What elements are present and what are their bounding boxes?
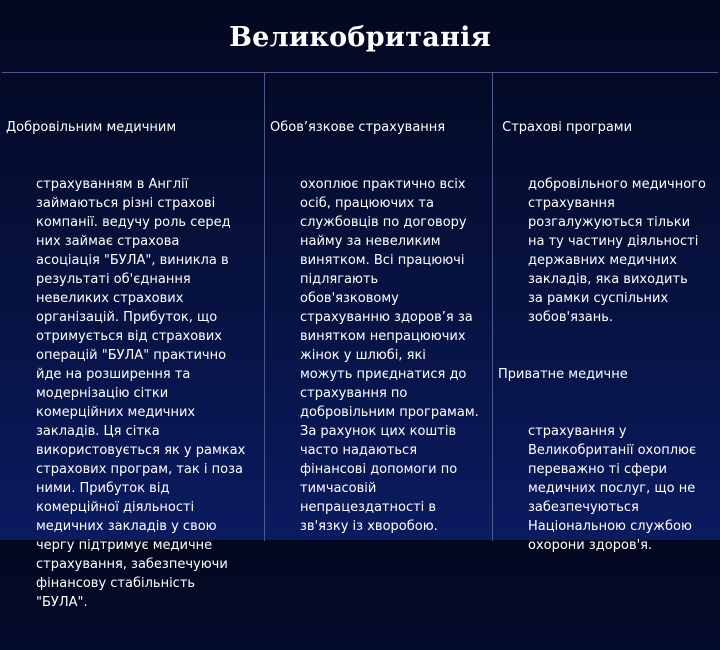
column-text-line: зобов'язань. — [528, 310, 614, 325]
column-text-line: підлягають — [300, 272, 379, 287]
column-text-line: них займає страхова — [36, 234, 180, 249]
column-text-line: операцій "БУЛА" практично — [36, 348, 227, 363]
column-text-line: страхування по — [300, 386, 408, 401]
column-text-line: найму за невеликим — [300, 234, 441, 249]
column-text-line: страхуванню здоров’я за — [300, 310, 473, 325]
column-text-line: охоплює практично всіх — [300, 177, 466, 192]
column-text-line: Страхові програми — [498, 120, 633, 135]
column-text-line: медичних закладів у свою — [36, 519, 217, 534]
column-text-line: страхування у — [528, 424, 627, 439]
column-divider — [264, 73, 265, 541]
content-table — [2, 72, 718, 610]
column-text-line: страхування — [528, 196, 615, 211]
column-text-line: За рахунок цих коштів — [300, 424, 457, 439]
column-text-line: осіб, працюючих та — [300, 196, 434, 211]
column-text-line: обов'язковому — [300, 291, 399, 306]
column-text-line: чергу підтримує медичне — [36, 538, 213, 553]
column-text-line: охорони здоров'я. — [528, 538, 653, 553]
column-text-line: комерційних медичних — [36, 405, 196, 420]
column-text-line: медичних послуг, що не — [528, 481, 696, 496]
column-text-line: займаються різні страхові — [36, 196, 216, 211]
column-text-line: часто надаються — [300, 443, 418, 458]
column-text-line: Великобританії охоплює — [528, 443, 697, 458]
column-text-line: винятком. Всі працюючі — [300, 253, 465, 268]
slide-title: Великобританія — [229, 22, 491, 53]
column-text-line: за рамки суспільних — [528, 291, 669, 306]
column-text-body — [6, 175, 245, 612]
column-text-body — [270, 175, 479, 536]
column-text-line: розгалужуються тільки — [528, 215, 691, 230]
column-text-body — [498, 175, 706, 327]
column-text-line: страхування, забезпечуючи — [36, 557, 228, 572]
column-text-body — [498, 422, 706, 555]
column-text-line: на ту частину діяльності — [528, 234, 699, 249]
column-text-line: Національною службою — [528, 519, 692, 534]
column-text-line: зв'язку із хворобою. — [300, 519, 438, 534]
column-text-line: добровільного медичного — [528, 177, 706, 192]
column-text-line: "БУЛА". — [36, 595, 88, 610]
column-text-line: комерційної діяльності — [36, 500, 195, 515]
column-text-line: компанії. ведучу роль серед — [36, 215, 231, 230]
column-text-line: державних медичних — [528, 253, 677, 268]
column-text-line: отримується від страхових — [36, 329, 222, 344]
column-text-line: Добровільним медичним — [6, 120, 177, 135]
column-text-line: невеликих страхових — [36, 291, 184, 306]
column-text-line: закладів, яка виходить — [528, 272, 688, 287]
column-mandatory-insurance — [270, 80, 479, 574]
column-text-line: винятком непрацюючих — [300, 329, 466, 344]
column-text-line: результаті об'єднання — [36, 272, 191, 287]
column-text-line: асоціація "БУЛА", виникла в — [36, 253, 229, 268]
column-divider — [492, 73, 493, 541]
column-text-line: закладів. Ця сітка — [36, 424, 160, 439]
column-text-line: забезпечуються — [528, 500, 639, 515]
column-text-line: організацій. Прибуток, що — [36, 310, 218, 325]
column-text-line: жінок у шлюбі, які — [300, 348, 426, 363]
column-text-line: Приватне медичне — [498, 367, 628, 382]
column-text-line: страхових програм, так і поза — [36, 462, 243, 477]
column-text-line: фінансову стабільність — [36, 576, 196, 591]
column-text-line: службовців по договору — [300, 215, 467, 230]
column-text-line: переважно ті сфери — [528, 462, 667, 477]
column-text-line: модернізацію сітки — [36, 386, 169, 401]
column-text-line: добровільним програмам. — [300, 405, 479, 420]
column-text-line: тимчасовій — [300, 481, 377, 496]
column-text-line: йде на розширення та — [36, 367, 191, 382]
column-text-line: фінансові допомоги по — [300, 462, 458, 477]
column-text-line: Обов’язкове страхування — [270, 120, 446, 135]
column-insurance-programs — [498, 80, 706, 593]
column-text-line: можуть приєднатися до — [300, 367, 467, 382]
column-text-line: використовується як у рамках — [36, 443, 246, 458]
column-text-line: непрацездатності в — [300, 500, 437, 515]
column-text-line: страхуванням в Англії — [36, 177, 189, 192]
column-text-line: ними. Прибуток від — [36, 481, 170, 496]
column-voluntary-insurance — [6, 80, 245, 650]
